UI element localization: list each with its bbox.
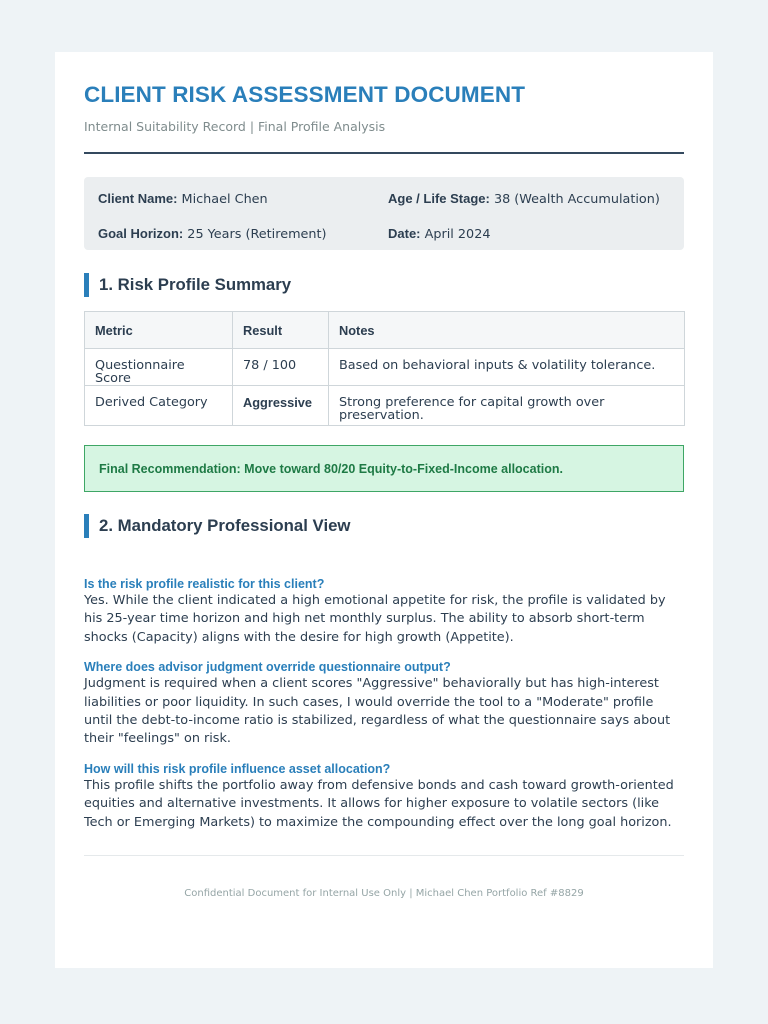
table-cell-notes: Based on behavioral inputs & volatility tolerance. <box>329 349 685 386</box>
section-title: 1. Risk Profile Summary <box>99 275 292 294</box>
goal-horizon-label: Goal Horizon: <box>98 226 184 241</box>
goal-horizon-value: 25 Years (Retirement) <box>187 227 327 242</box>
goal-horizon-field <box>98 226 388 250</box>
section-heading-professional-view <box>84 514 684 538</box>
document-title: CLIENT RISK ASSESSMENT DOCUMENT <box>84 82 526 107</box>
table-row <box>85 349 685 386</box>
section-title: 2. Mandatory Professional View <box>99 516 351 535</box>
footer-text: Confidential Document for Internal Use Only | Michael Chen Portfolio Ref #8829 <box>184 888 584 900</box>
section-accent-bar <box>84 273 89 297</box>
question-text: How will this risk profile influence asset allocation? <box>84 761 391 776</box>
qa-item <box>84 761 684 832</box>
question-text: Where does advisor judgment override questionnaire output? <box>84 660 451 675</box>
document-page <box>55 52 713 968</box>
qa-item <box>84 576 684 647</box>
client-name-value: Michael Chen <box>181 192 268 207</box>
table-row <box>85 386 685 426</box>
footer-divider <box>84 855 684 856</box>
age-value: 38 (Wealth Accumulation) <box>493 192 660 207</box>
table-cell-metric: Questionnaire Score <box>85 349 233 386</box>
table-cell-metric: Derived Category <box>85 386 233 426</box>
table-header-result: Result <box>233 312 329 349</box>
question-text: Is the risk profile realistic for this client? <box>84 577 325 591</box>
date-field <box>388 226 670 250</box>
answer-text: Judgment is required when a client scores "Aggressive" behaviorally but has high-interest liabilities or poor liquidity. In such cases, I would override the tool to a "Moderate" profile until the debt-to-income ratio is stabilized, regardless of what the questionnaire says about their "feelings" on risk. <box>84 676 671 747</box>
section-accent-bar <box>84 514 89 538</box>
risk-profile-table <box>84 311 685 426</box>
section-heading-risk-profile <box>84 273 684 297</box>
age-field <box>388 191 670 215</box>
answer-text: Yes. While the client indicated a high emotional appetite for risk, the profile is validated by his 25-year time horizon and high net monthly surplus. The ability to absorb short-term shocks (Capacity) aligns with the desire for high growth (Appetite). <box>84 593 666 645</box>
table-header-metric: Metric <box>85 312 233 349</box>
qa-list <box>84 576 684 832</box>
client-name-field <box>98 191 388 215</box>
qa-item <box>84 659 684 749</box>
date-label: Date: <box>388 226 421 241</box>
client-info-box <box>84 177 684 250</box>
age-label: Age / Life Stage: <box>388 191 490 206</box>
table-cell-result: 78 / 100 <box>233 349 329 386</box>
final-recommendation-text: Final Recommendation: Move toward 80/20 Equity-to-Fixed-Income allocation. <box>99 461 563 476</box>
document-subtitle: Internal Suitability Record | Final Profile Analysis <box>84 119 386 134</box>
header-divider <box>84 152 684 154</box>
table-cell-result: Aggressive <box>233 386 329 426</box>
table-header-row <box>85 312 685 349</box>
table-cell-notes: Strong preference for capital growth over preservation. <box>329 386 685 426</box>
table-header-notes: Notes <box>329 312 685 349</box>
client-name-label: Client Name: <box>98 191 178 206</box>
final-recommendation-box <box>84 445 684 492</box>
answer-text: This profile shifts the portfolio away from defensive bonds and cash toward growth-oriented equities and alternative investments. It allows for higher exposure to volatile sectors (like Tech or Emerging Markets) to maximize the compounding effect over the long goal horizon. <box>84 777 674 830</box>
date-value: April 2024 <box>424 227 491 242</box>
